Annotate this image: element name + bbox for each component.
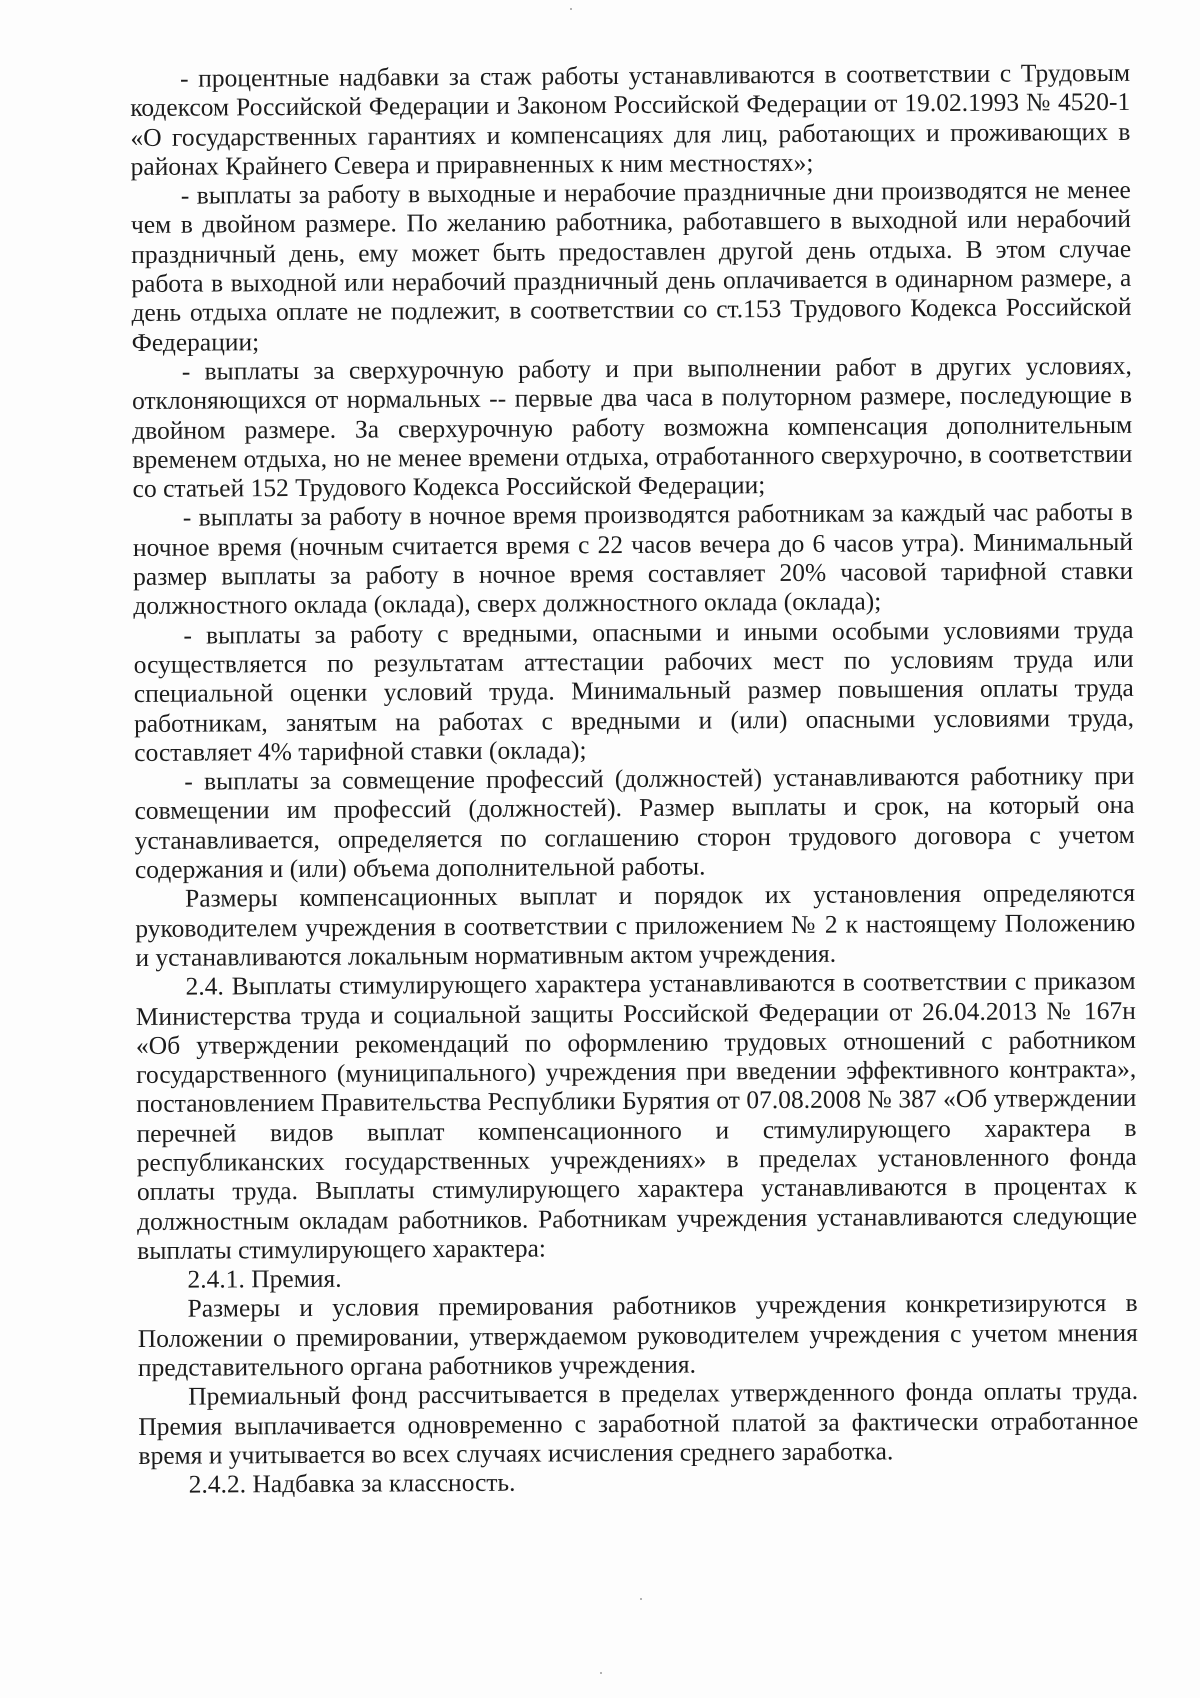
paragraph-bonus-conditions: Размеры и условия премирования работников учреждения конкретизируются в Положении о премировании, утверждаемом руководителем учреждения с учетом мнения представительного органа работников учреждения.: [137, 1288, 1138, 1383]
document-body: [130, 58, 1139, 1500]
paragraph-hazard-pay: - выплаты за работу с вредными, опасными и иными особыми условиями труда осуществляется по результатам аттестации рабочих мест по условиям труда или специальной оценки условий труда. Минимальный размер повышения оплаты труда работникам, занятым на работах с вредными и (или) опасными условиями труда, составляет 4% тарифной ставки (оклада);: [133, 614, 1135, 767]
paragraph-bonus-fund: Премиальный фонд рассчитывается в пределах утвержденного фонда оплаты труда. Премия выплачивается одновременно с заработной платой за фактически отработанное время и учитывается во всех случаях исчисления среднего заработка.: [138, 1376, 1139, 1470]
paragraph-combined-duties-pay: - выплаты за совмещение профессий (должностей) устанавливаются работнику при совмещении им профессий (должностей). Размер выплаты и срок, на который она устанавливается, определяется по соглашению сторон трудового договора с учетом содержания и (или) объема дополнительной работы.: [134, 761, 1135, 885]
paragraph-night-pay: - выплаты за работу в ночное время производятся работникам за каждый час работы в ночное время (ночным считается время с 22 часов вечера до 6 часов утра). Минимальный размер выплаты за работу в ночное время составляет 20% часовой тарифной ставки должностного оклада (оклада), сверх должностного оклада (оклада);: [132, 497, 1134, 621]
paragraph-seniority-allowance: - процентные надбавки за стаж работы устанавливаются в соответствии с Трудовым кодексом Российской Федерации и Законом Российской Федерации от 19.02.1993 № 4520-1 «О государственных гарантиях и компенсациях для лиц, работающих и проживающих в районах Крайнего Севера и приравненных к ним местностях»;: [130, 57, 1131, 181]
scan-speck: [600, 1672, 602, 1674]
paragraph-overtime-pay: - выплаты за сверхурочную работу и при выполнении работ в других условиях, отклоняющихся от нормальных -- первые два часа в полуторном размере, последующие в двойном размере. За сверхурочную работу возможна компенсация дополнительным временем отдыха, но не менее времени отдыха, отработанного сверхурочно, в соответствии со статьей 152 Трудового Кодекса Российской Федерации;: [131, 350, 1133, 504]
scan-speck: [570, 8, 572, 10]
paragraph-weekend-pay: - выплаты за работу в выходные и нерабочие праздничные дни производятся не менее чем в двойном размере. По желанию работника, работавшего в выходной или нерабочий праздничный день, ему может быть предоставлен другой день отдыха. В этом случае работа в выходной или нерабочий праздничный день оплачивается в одинарном размере, а день отдыха оплате не подлежит, в соответствии со ст.153 Трудового Кодекса Российской Федерации;: [130, 175, 1132, 357]
heading-2-4-2-class-allowance: 2.4.2. Надбавка за классность.: [188, 1467, 516, 1499]
paragraph-section-2-4: 2.4. Выплаты стимулирующего характера устанавливаются в соответствии с приказом Министерства труда и социальной защиты Российской Федерации от 26.04.2013 № 167н «Об утверждении рекомендаций по оформлению трудовых отношений с работником государственного (муниципального) учреждения при введении эффективного контракта», постановлением Правительства Республики Бурятия от 07.08.2008 № 387 «Об утверждении перечней видов выплат компенсационного и стимулирующего характера в республиканских государственных учреждениях» в пределах установленного фонда оплаты труда. Выплаты стимулирующего характера устанавливаются в процентах к должностным окладам работников. Работникам учреждения устанавливаются следующие выплаты стимулирующего характера:: [135, 966, 1138, 1265]
paragraph-compensation-sizes: Размеры компенсационных выплат и порядок их установления определяются руководителем учреждения в соответствии с приложением № 2 к настоящему Положению и устанавливаются локальным нормативным актом учреждения.: [135, 878, 1136, 972]
heading-2-4-1-bonus: 2.4.1. Премия.: [187, 1263, 342, 1294]
scan-speck: [640, 1598, 642, 1600]
